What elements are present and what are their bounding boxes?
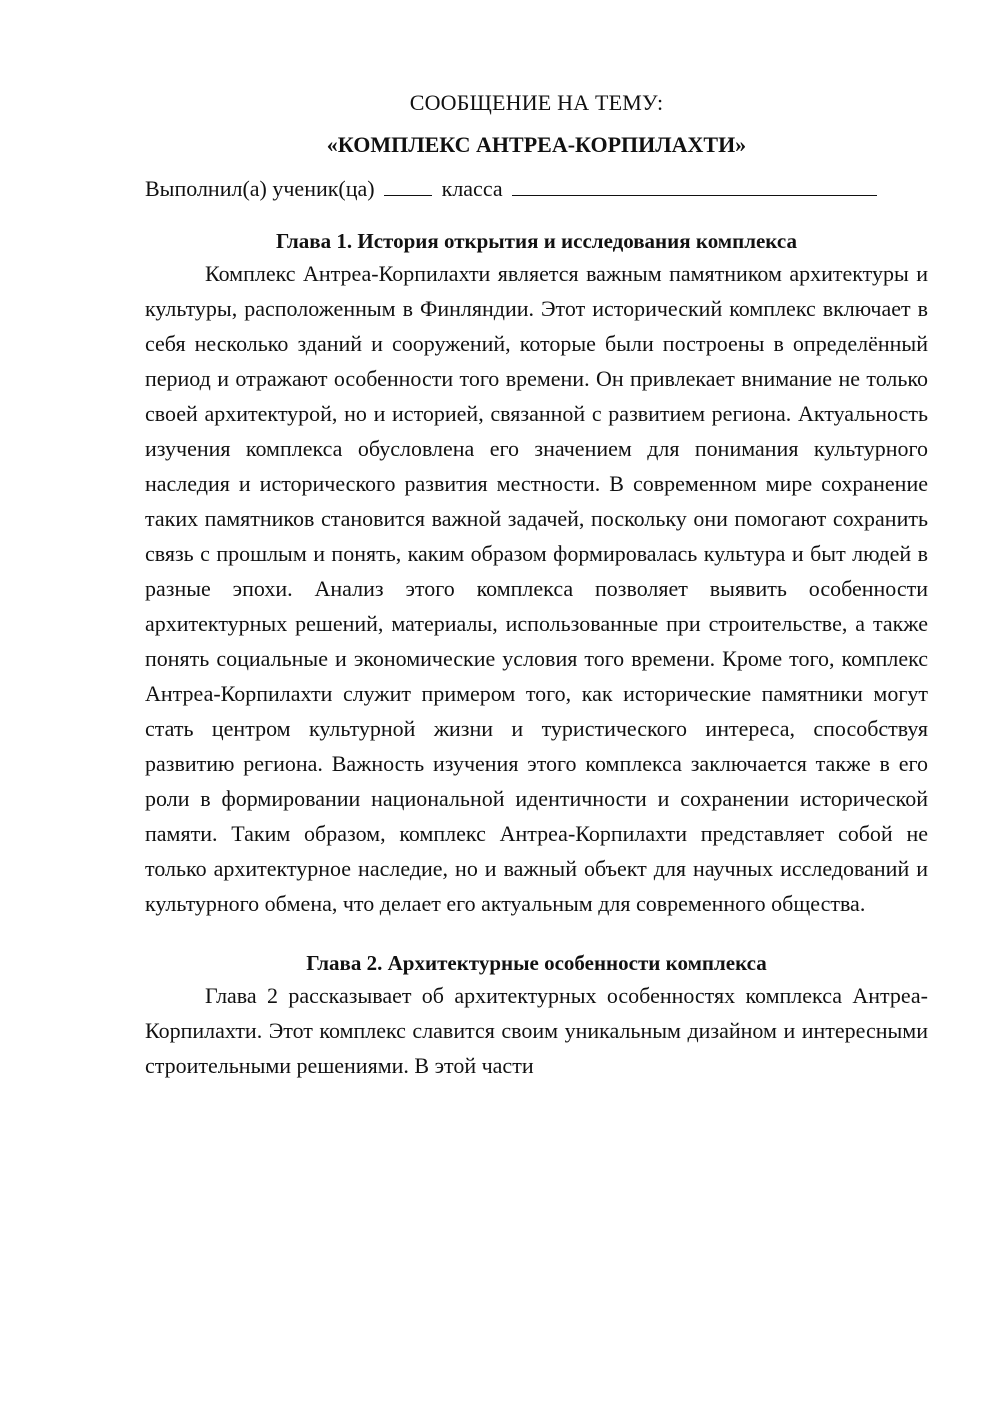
chapter-1-heading: Глава 1. История открытия и исследования комплекса: [276, 229, 797, 253]
name-blank: [512, 175, 877, 196]
author-label: Выполнил(а) ученик(ца): [145, 176, 375, 201]
author-line: [145, 174, 928, 204]
document-subtitle: СООБЩЕНИЕ НА ТЕМУ:: [409, 90, 664, 115]
class-label: класса: [441, 176, 503, 201]
document-title: «КОМПЛЕКС АНТРЕА-КОРПИЛАХТИ»: [326, 132, 747, 157]
grade-blank: [384, 175, 432, 196]
chapter-2-paragraph: Глава 2 рассказывает об архитектурных особенностях комплекса Антреа-Корпилахти. Этот комплекс славится своим уникальным дизайном и интересными строительными решениями. В этой части: [145, 983, 928, 1078]
chapter-1-paragraph: Комплекс Антреа-Корпилахти является важным памятником архитектуры и культуры, расположенным в Финляндии. Этот исторический комплекс включает в себя несколько зданий и сооружений, которые были построены в определённый период и отражают особенности того времени. Он привлекает внимание не только своей архитектурой, но и историей, связанной с развитием региона. Актуальность изучения комплекса обусловлена его значением для понимания культурного наследия и исторического развития местности. В современном мире сохранение таких памятников становится важной задачей, поскольку они помогают сохранить связь с прошлым и понять, каким образом формировалась культура и быт людей в разные эпохи. Анализ этого комплекса позволяет выявить особенности архитектурных решений, материалы, использованные при строительстве, а также понять социальные и экономические условия того времени. Кроме того, комплекс Антреа-Корпилахти служит примером того, как исторические памятники могут стать центром культурной жизни и туристического интереса, способствуя развитию региона. Важность изучения этого комплекса заключается также в его роли в формировании национальной идентичности и сохранении исторической памяти. Таким образом, комплекс Антреа-Корпилахти представляет собой не только архитектурное наследие, но и важный объект для научных исследований и культурного обмена, что делает его актуальным для современного общества.: [145, 261, 928, 916]
document-content: [145, 88, 928, 1083]
chapter-2-heading: Глава 2. Архитектурные особенности комплекса: [306, 951, 767, 975]
